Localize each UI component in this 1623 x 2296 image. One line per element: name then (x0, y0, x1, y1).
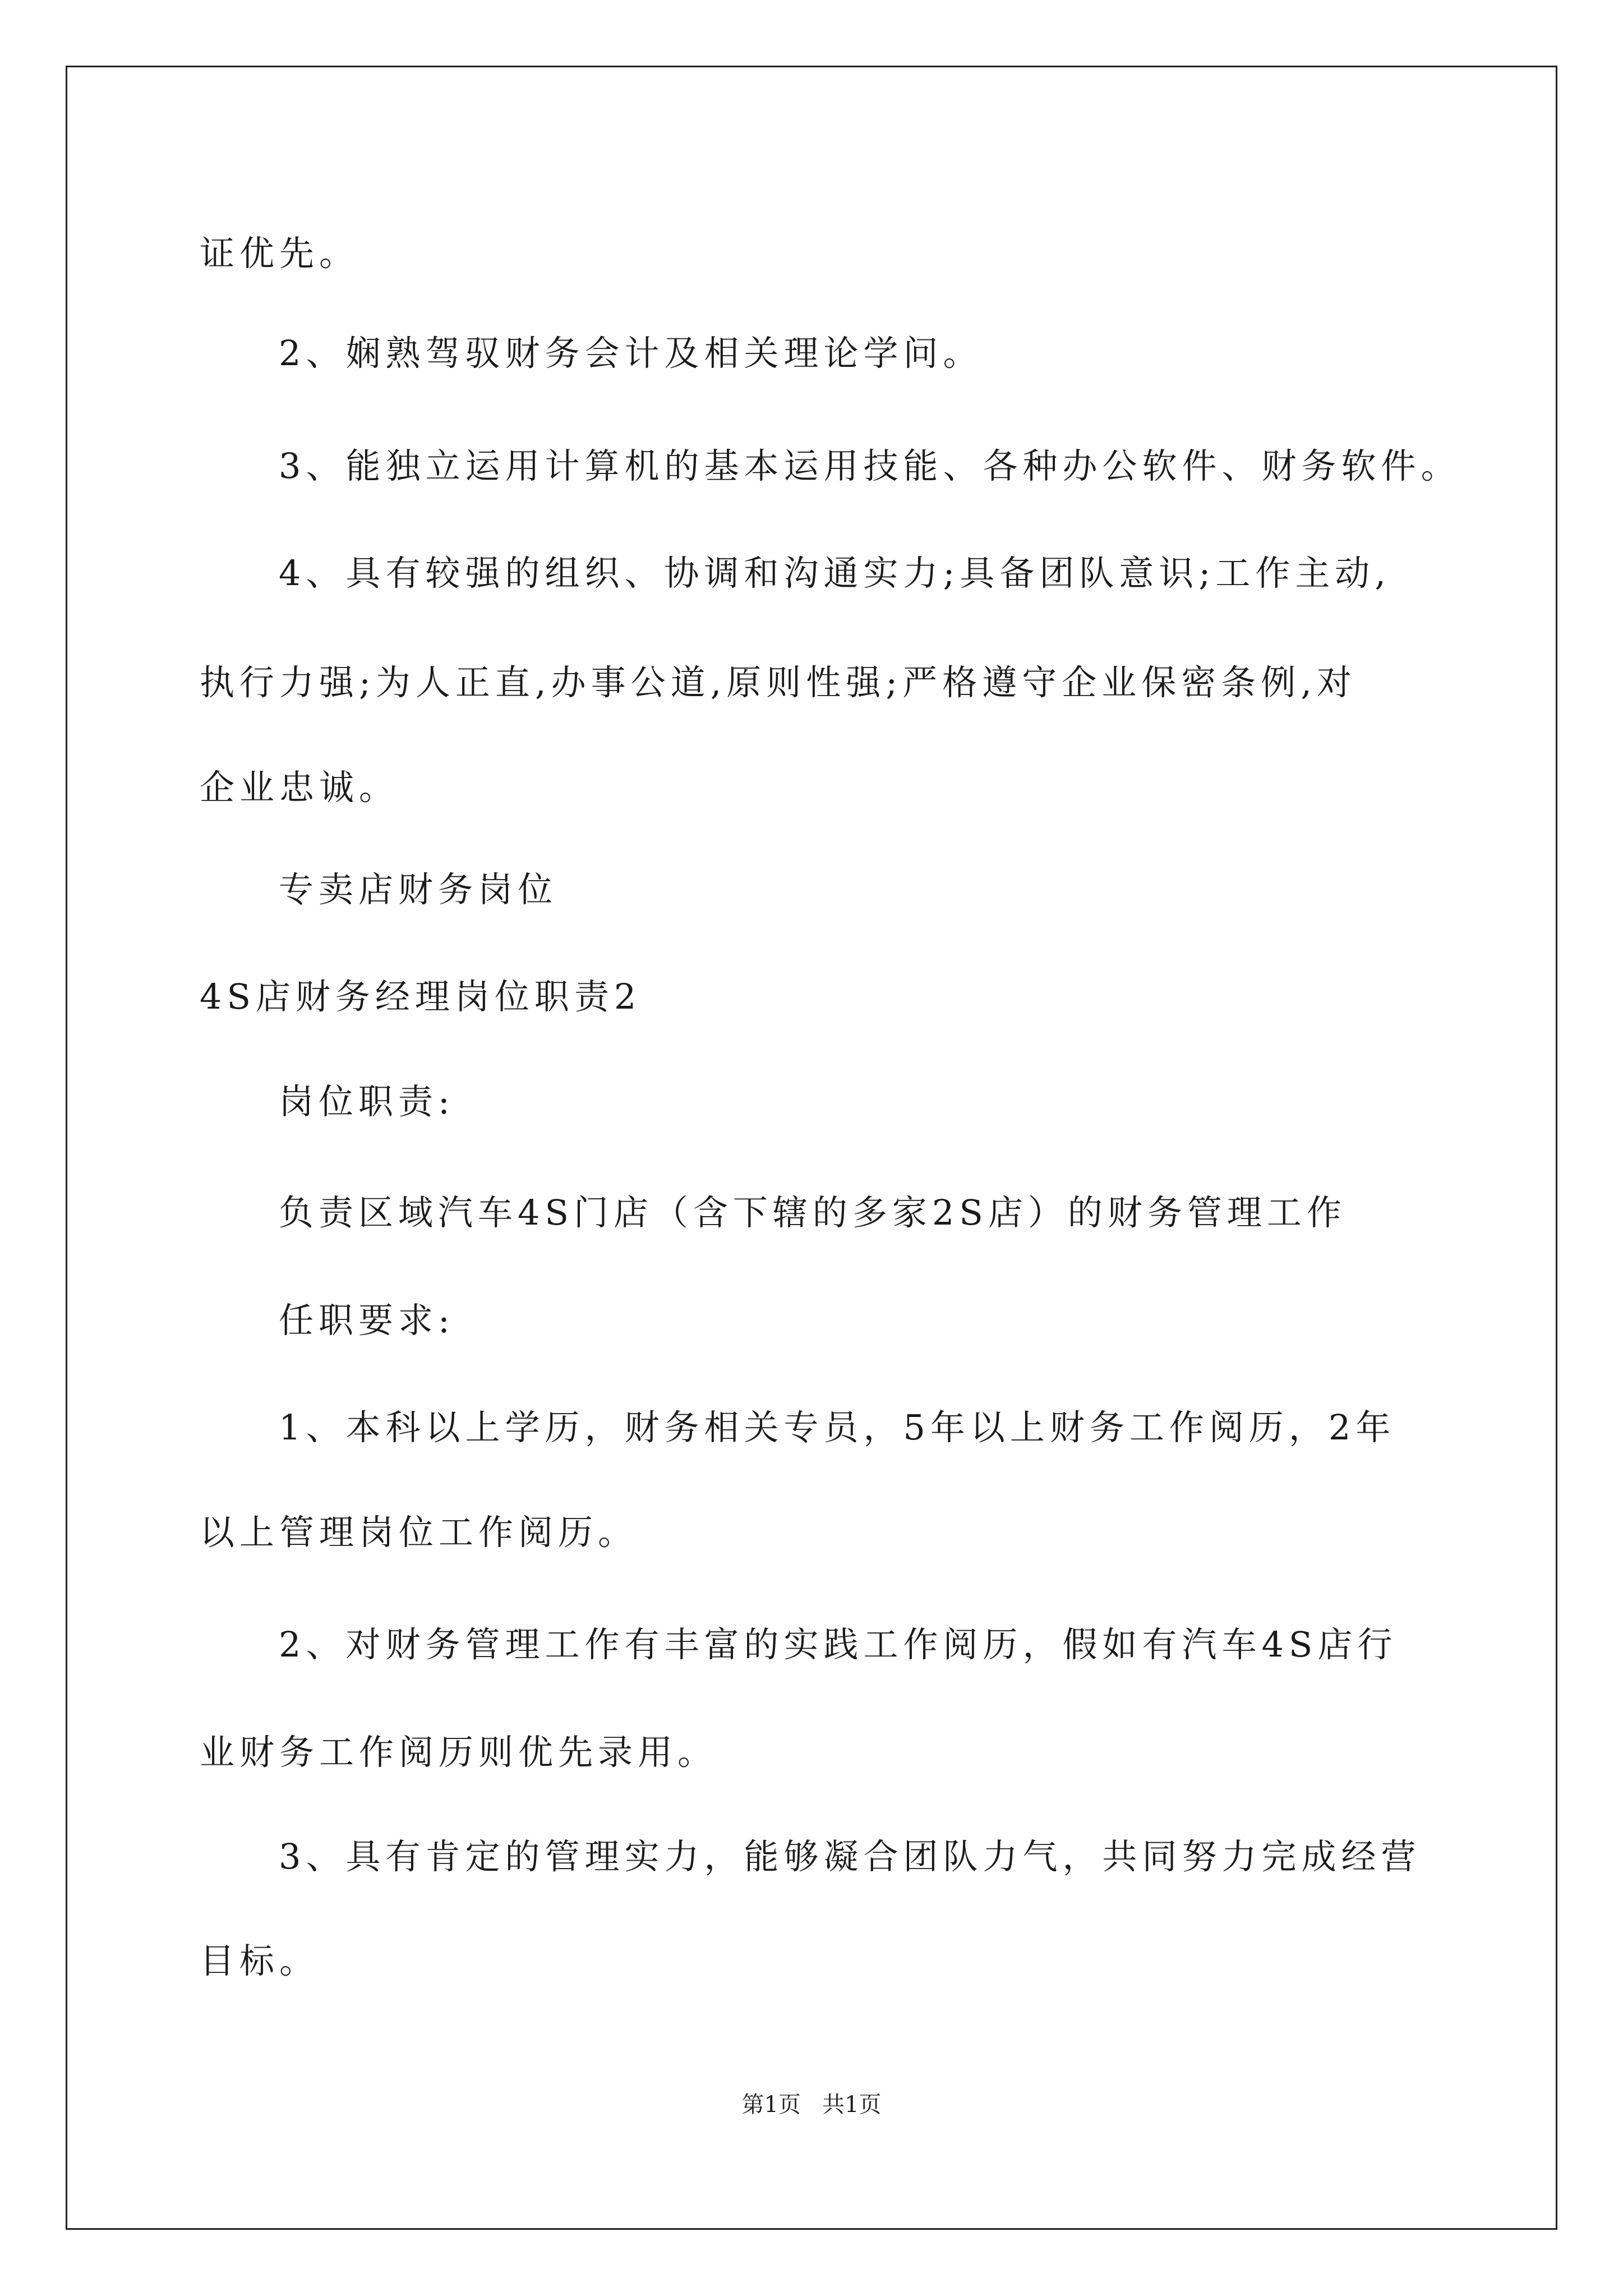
text-line: 业财务工作阅历则优先录用。 (200, 1732, 718, 1773)
section-heading: 专卖店财务岗位 (279, 869, 558, 910)
text-line: 执行力强;为人正直,办事公道,原则性强;严格遵守企业保密条例,对 (200, 662, 1357, 703)
text-line: 4、具有较强的组织、协调和沟通实力;具备团队意识;工作主动, (279, 553, 1391, 593)
text-line: 以上管理岗位工作阅历。 (200, 1512, 638, 1553)
page-number: 第1页 共1页 (741, 2092, 882, 2118)
text-line: 负责区域汽车4S门店（含下辖的多家2S店）的财务管理工作 (279, 1192, 1347, 1233)
text-line: 证优先。 (200, 233, 359, 274)
section-heading: 任职要求: (279, 1300, 455, 1341)
section-heading: 4S店财务经理岗位职责2 (200, 976, 642, 1017)
page-border (66, 66, 1557, 2230)
text-line: 2、娴熟驾驭财务会计及相关理论学问。 (279, 333, 983, 374)
text-line: 1、本科以上学历，财务相关专员，5年以上财务工作阅历，2年 (279, 1407, 1396, 1448)
text-line: 目标。 (200, 1940, 320, 1981)
text-line: 企业忠诚。 (200, 767, 399, 808)
text-line: 2、对财务管理工作有丰富的实践工作阅历，假如有汽车4S店行 (279, 1624, 1398, 1665)
text-line: 3、能独立运用计算机的基本运用技能、各种办公软件、财务软件。 (279, 445, 1461, 486)
text-line: 3、具有肯定的管理实力，能够凝合团队力气，共同努力完成经营 (279, 1836, 1421, 1877)
section-heading: 岗位职责: (279, 1081, 455, 1122)
